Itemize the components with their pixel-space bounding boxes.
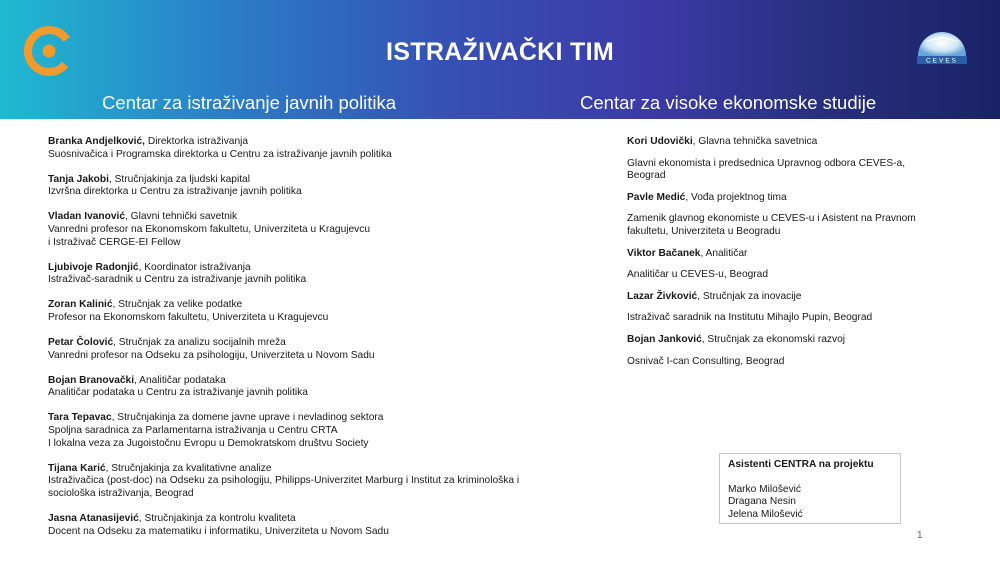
member-name: Viktor Bačanek	[627, 247, 701, 259]
member-role: , Stručnjakinja za kvalitativne analize	[105, 462, 272, 474]
member-role: , Stručnjak za analizu socijalnih mreža	[113, 337, 286, 349]
member-title-line	[627, 136, 967, 149]
member-detail: Vanredni profesor na Ekonomskom fakultetu, Univerziteta u Kragujevcu	[48, 223, 371, 235]
member-role: , Stručnjakinja za kontrolu kvaliteta	[138, 512, 296, 524]
member-title-line	[48, 513, 608, 526]
member-detail: Osnivač I-can Consulting, Beograd	[627, 355, 785, 367]
member-name: Zoran Kalinić	[48, 299, 113, 311]
member-detail: i Istraživač CERGE-EI Fellow	[48, 236, 181, 248]
assistants-title: Asistenti CENTRA na projektu	[728, 459, 874, 470]
member-detail: I lokalna veza za Jugoistočnu Evropu u Demokratskom društvu Society	[48, 437, 369, 449]
assistant-name: Jelena Milošević	[728, 508, 803, 520]
member-name: Ljubivoje Radonjić	[48, 261, 139, 273]
team-member-entry	[48, 337, 608, 362]
team-member-entry	[627, 334, 967, 368]
subtitle-left: Centar za istraživanje javnih politika	[102, 92, 397, 113]
member-title-line	[48, 337, 608, 350]
member-detail: sociološka istraživanja, Beograd	[48, 487, 194, 499]
member-detail: Istraživačica (post-doc) na Odseku za psihologiju, Philipps-Univerzitet Marburg i Institut za kriminološka i	[48, 475, 520, 487]
team-member-entry	[48, 262, 608, 287]
member-title-line	[627, 248, 967, 261]
member-detail: Izvršna direktorka u Centru za istraživanje javnih politika	[48, 186, 302, 198]
member-role: , Glavna tehnička savetnica	[692, 136, 818, 147]
team-member-entry	[48, 412, 608, 450]
assistant-name: Marko Milošević	[728, 483, 802, 495]
member-detail: Docent na Odseku za matematiku i informatiku, Univerziteta u Novom Sadu	[48, 525, 389, 537]
member-title-line	[48, 299, 608, 312]
member-detail: Vanredni profesor na Odseku za psihologiju, Univerziteta u Novom Sadu	[48, 349, 375, 361]
member-title-line	[48, 136, 608, 149]
member-role: , Stručnjak za ekonomski razvoj	[701, 333, 845, 345]
member-name: Petar Čolović	[48, 337, 114, 349]
team-member-entry	[48, 174, 608, 199]
member-detail: Analitičar u CEVES-u, Beograd	[627, 269, 768, 281]
member-role: , Stručnjakinja za ljudski kapital	[108, 173, 250, 185]
member-role: , Stručnjak za velike podatke	[112, 299, 243, 311]
assistant-name: Dragana Nesin	[728, 496, 796, 508]
team-member-entry	[48, 299, 608, 324]
left-team-column	[48, 136, 608, 551]
member-name: Tijana Karić	[48, 462, 106, 474]
member-detail: Beograd	[627, 170, 666, 182]
member-name: Lazar Živković	[627, 290, 698, 302]
member-detail: Suosnivačica i Programska direktorka u Centru za istraživanje javnih politika	[48, 148, 392, 160]
member-role: , Glavni tehnički savetnik	[125, 211, 238, 223]
team-member-entry	[627, 192, 967, 239]
member-detail: Analitičar podataka u Centru za istraživanje javnih politika	[48, 387, 308, 399]
subtitle-right: Centar za visoke ekonomske studije	[580, 92, 877, 113]
member-detail: Zamenik glavnog ekonomiste u CEVES-u i Asistent na Pravnom	[627, 213, 916, 225]
member-title-line	[48, 463, 608, 476]
header-banner	[0, 0, 1000, 119]
member-title-line	[627, 192, 967, 205]
team-member-entry	[48, 136, 608, 161]
member-name: Jasna Atanasijević	[48, 512, 139, 524]
member-role: , Stručnjakinja za domene javne uprave i nevladinog sektora	[111, 412, 384, 424]
member-name: Tara Tepavac	[48, 412, 112, 424]
member-detail: Istraživač saradnik na Institutu Mihajlo Pupin, Beograd	[627, 312, 873, 324]
member-detail: Profesor na Ekonomskom fakultetu, Univerziteta u Kragujevcu	[48, 311, 329, 323]
member-title-line	[627, 334, 967, 347]
member-title-line	[48, 174, 608, 187]
member-role: , Stručnjak za inovacije	[697, 290, 802, 302]
member-title-line	[48, 412, 608, 425]
member-role: , Analitičar	[700, 247, 748, 259]
member-name: Vladan Ivanović	[48, 211, 126, 223]
member-name: Branka Andjelković,	[48, 136, 146, 147]
page-number: 1	[917, 530, 923, 541]
team-member-entry	[48, 513, 608, 538]
team-member-entry	[627, 291, 967, 325]
team-member-entry	[48, 375, 608, 400]
member-name: Pavle Medić	[627, 191, 686, 203]
member-detail: Istraživač-saradnik u Centru za istraživanje javnih politika	[48, 274, 307, 286]
member-name: Kori Udovički	[627, 136, 693, 147]
ceves-logo-text: CEVES	[925, 57, 959, 65]
member-role: , Analitičar podataka	[134, 374, 226, 386]
assistants-box	[719, 453, 901, 524]
member-name: Tanja Jakobi	[48, 173, 109, 185]
member-name: Bojan Janković	[627, 333, 702, 345]
member-title-line	[48, 262, 608, 275]
team-member-entry	[48, 211, 608, 249]
member-role: , Vođa projektnog tima	[685, 191, 787, 203]
member-title-line	[48, 375, 608, 388]
member-title-line	[627, 291, 967, 304]
member-title-line	[48, 211, 608, 224]
member-name: Bojan Branovački	[48, 374, 135, 386]
team-member-entry	[627, 248, 967, 282]
member-role: Direktorka istraživanja	[145, 136, 249, 147]
member-detail: Spoljna saradnica za Parlamentarna istraživanja u Centru CRTA	[48, 425, 338, 436]
member-role: , Koordinator istraživanja	[138, 261, 251, 273]
member-detail: fakultetu, Univerziteta u Beogradu	[627, 225, 781, 237]
page-title: ISTRAŽIVAČKI TIM	[386, 38, 614, 66]
ceves-logo-icon	[914, 12, 970, 66]
team-member-entry	[48, 463, 608, 501]
team-member-entry	[627, 136, 967, 183]
member-detail: Glavni ekonomista i predsednica Upravnog odbora CEVES-a,	[627, 157, 906, 169]
right-team-column	[627, 136, 967, 377]
